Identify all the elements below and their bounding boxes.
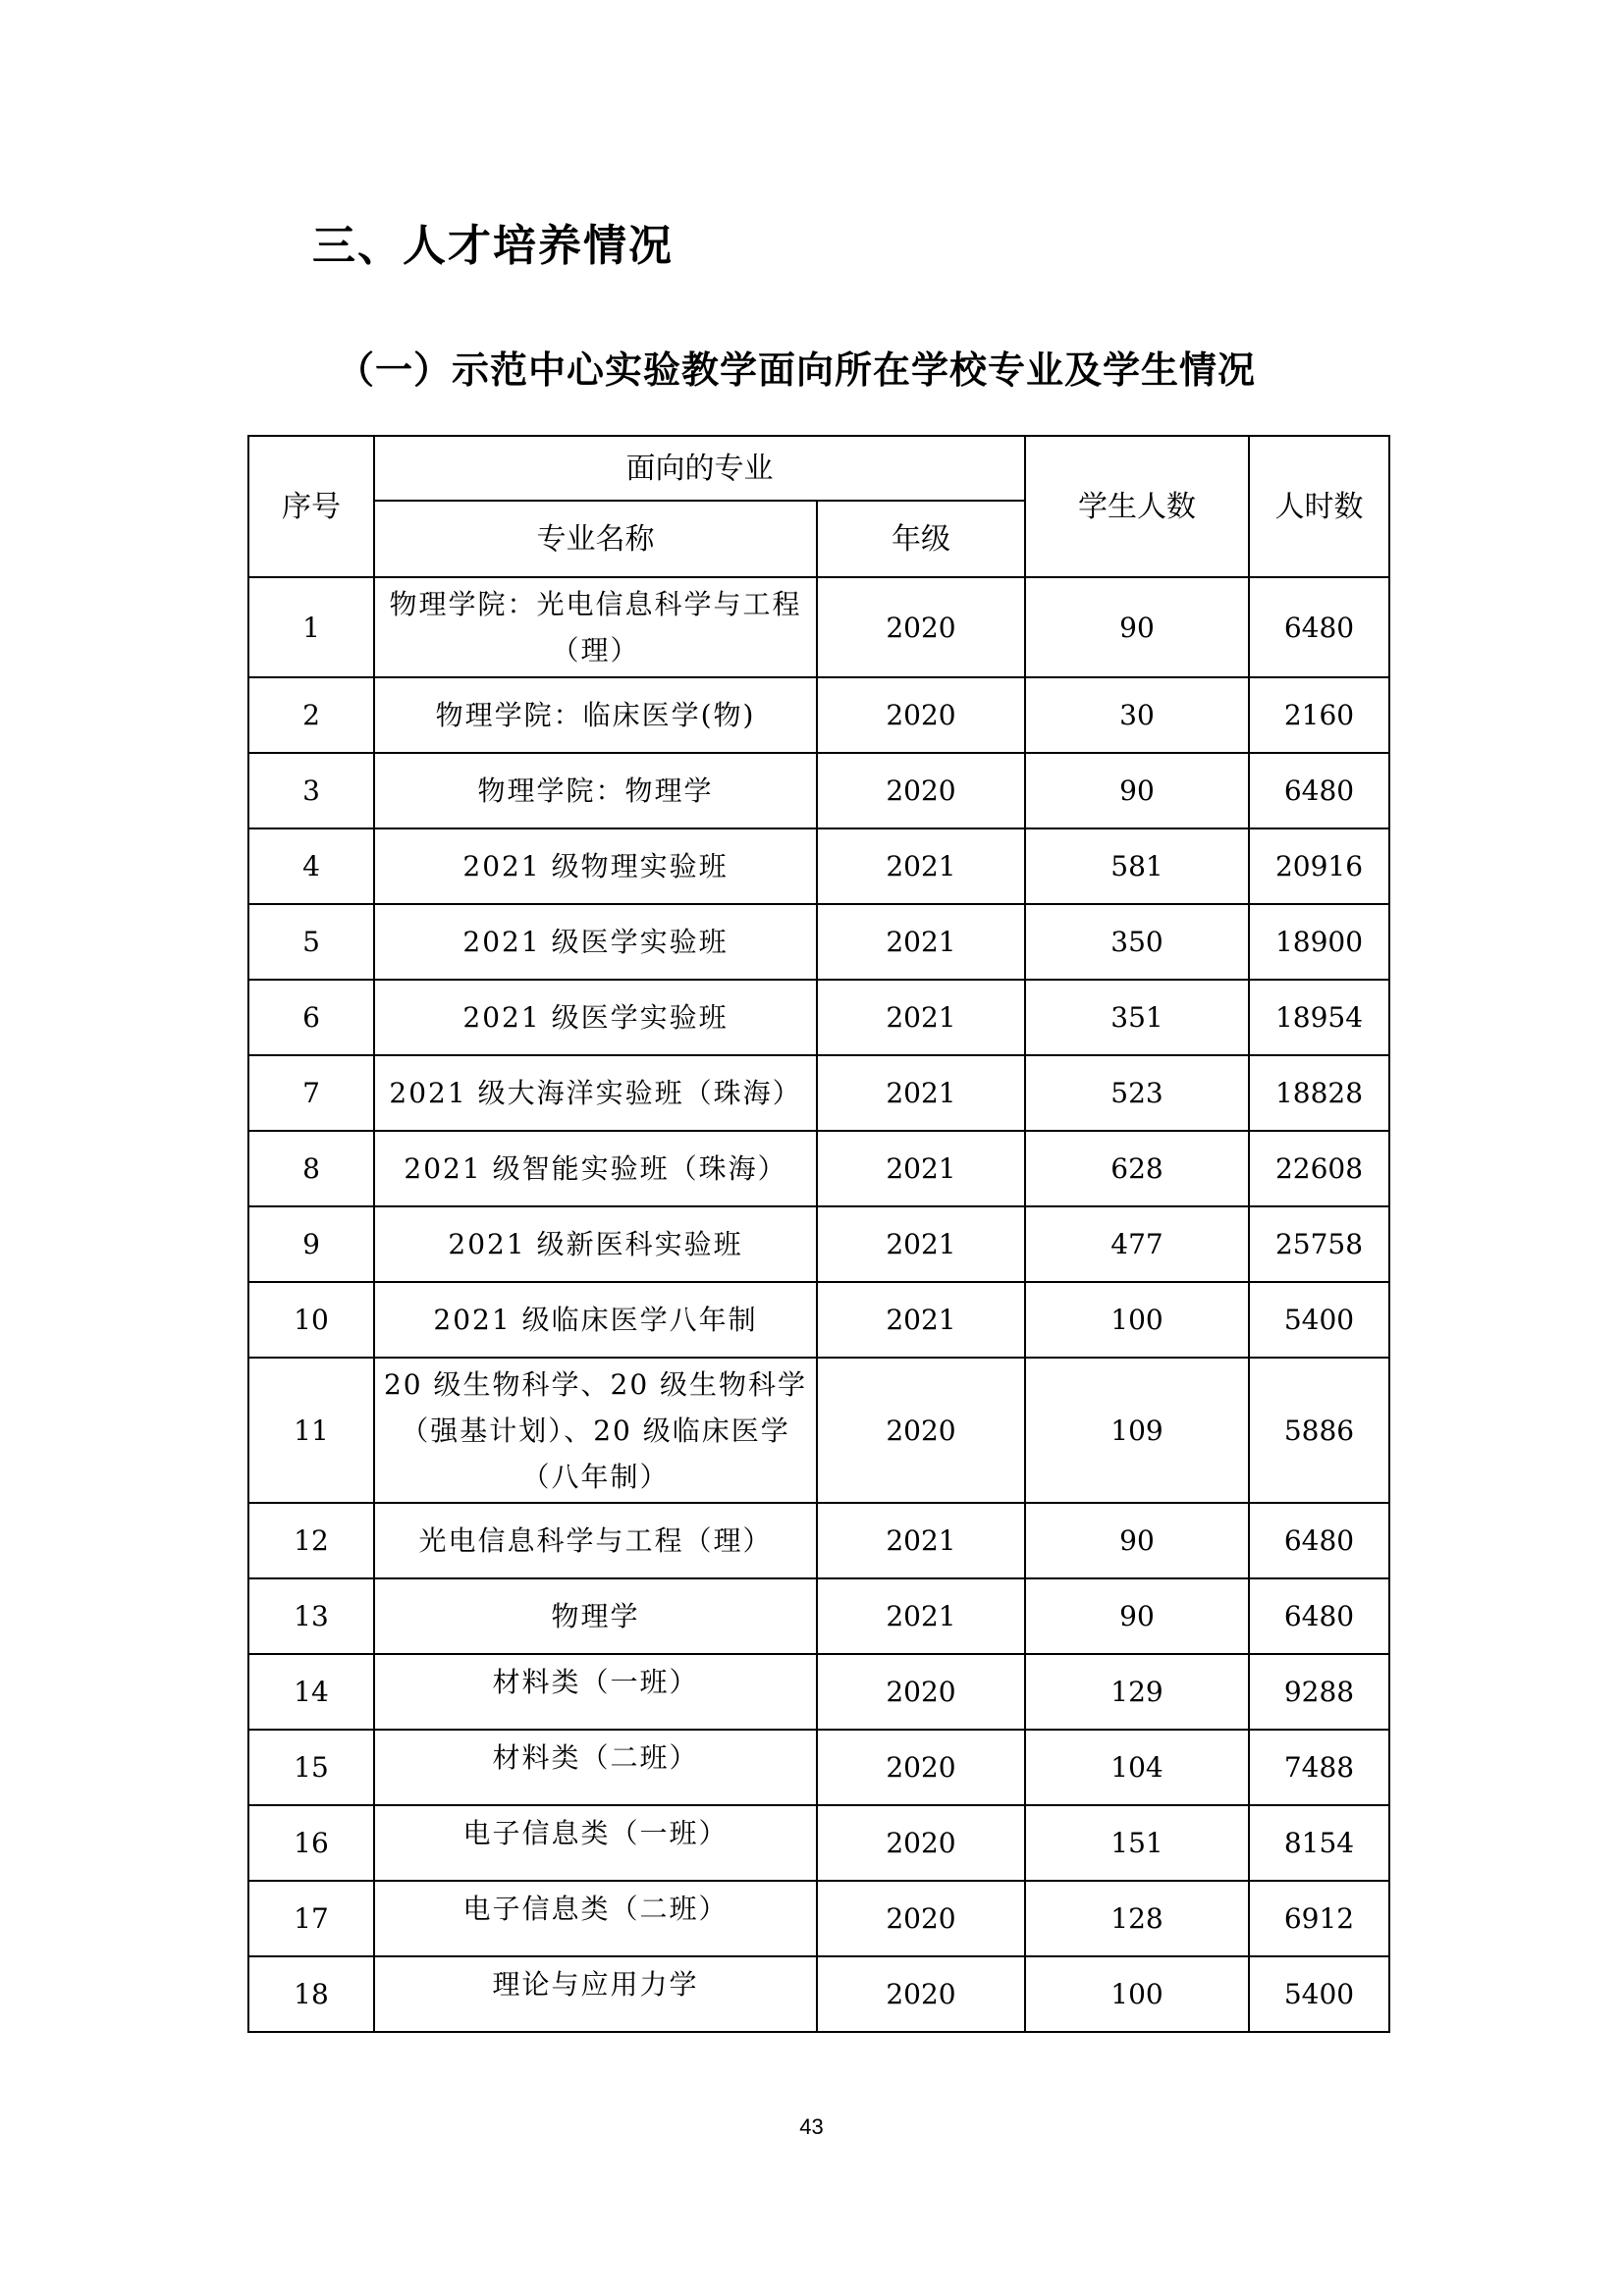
cell-students: 151: [1025, 1805, 1249, 1881]
cell-major-name: 电子信息类（二班）: [374, 1881, 817, 1956]
sub-title: （一）示范中心实验教学面向所在学校专业及学生情况: [337, 348, 1257, 392]
cell-major-name: 2021 级新医科实验班: [374, 1206, 817, 1282]
cell-major-name: 物理学院：临床医学(物): [374, 677, 817, 753]
cell-seq: 6: [248, 980, 374, 1055]
section-title: 三、人才培养情况: [312, 221, 674, 271]
cell-grade: 2021: [817, 1206, 1025, 1282]
cell-students: 90: [1025, 1578, 1249, 1654]
cell-major-name: 材料类（二班）: [374, 1730, 817, 1805]
cell-grade: 2021: [817, 1282, 1025, 1358]
cell-hours: 5400: [1249, 1282, 1389, 1358]
cell-students: 628: [1025, 1131, 1249, 1206]
table-row: [248, 1654, 1389, 1730]
cell-grade: 2021: [817, 828, 1025, 904]
cell-seq: 15: [248, 1730, 374, 1805]
cell-hours: 7488: [1249, 1730, 1389, 1805]
cell-grade: 2020: [817, 1358, 1025, 1503]
cell-seq: 5: [248, 904, 374, 980]
table-row: [248, 1881, 1389, 1956]
cell-seq: 9: [248, 1206, 374, 1282]
cell-grade: 2020: [817, 1956, 1025, 2032]
cell-students: 477: [1025, 1206, 1249, 1282]
header-students: 学生人数: [1025, 436, 1249, 577]
cell-students: 104: [1025, 1730, 1249, 1805]
cell-grade: 2021: [817, 980, 1025, 1055]
cell-hours: 22608: [1249, 1131, 1389, 1206]
cell-hours: 18900: [1249, 904, 1389, 980]
cell-seq: 18: [248, 1956, 374, 2032]
table-row: [248, 677, 1389, 753]
table-row: [248, 577, 1389, 677]
cell-major-name: 物理学: [374, 1578, 817, 1654]
cell-students: 90: [1025, 753, 1249, 828]
table-row: [248, 1956, 1389, 2032]
cell-students: 128: [1025, 1881, 1249, 1956]
cell-seq: 11: [248, 1358, 374, 1503]
cell-students: 350: [1025, 904, 1249, 980]
cell-major-name: 2021 级物理实验班: [374, 828, 817, 904]
table-row: [248, 980, 1389, 1055]
cell-seq: 16: [248, 1805, 374, 1881]
cell-major-name: 2021 级临床医学八年制: [374, 1282, 817, 1358]
cell-students: 90: [1025, 1503, 1249, 1578]
table-row: [248, 1805, 1389, 1881]
cell-seq: 12: [248, 1503, 374, 1578]
cell-students: 100: [1025, 1956, 1249, 2032]
cell-seq: 14: [248, 1654, 374, 1730]
table-row: [248, 1578, 1389, 1654]
table-row: [248, 753, 1389, 828]
cell-hours: 6480: [1249, 753, 1389, 828]
cell-seq: 8: [248, 1131, 374, 1206]
cell-seq: 3: [248, 753, 374, 828]
cell-seq: 4: [248, 828, 374, 904]
cell-grade: 2021: [817, 1578, 1025, 1654]
cell-students: 581: [1025, 828, 1249, 904]
table-row: [248, 1282, 1389, 1358]
table-row: [248, 904, 1389, 980]
cell-hours: 2160: [1249, 677, 1389, 753]
cell-students: 109: [1025, 1358, 1249, 1503]
cell-major-name: 物理学院：物理学: [374, 753, 817, 828]
header-seq: 序号: [248, 436, 374, 577]
cell-grade: 2021: [817, 1055, 1025, 1131]
cell-major-name: 理论与应用力学: [374, 1956, 817, 2032]
header-hours: 人时数: [1249, 436, 1389, 577]
cell-grade: 2020: [817, 677, 1025, 753]
cell-major-name: 材料类（一班）: [374, 1654, 817, 1730]
cell-seq: 7: [248, 1055, 374, 1131]
cell-students: 523: [1025, 1055, 1249, 1131]
cell-grade: 2020: [817, 1654, 1025, 1730]
cell-students: 351: [1025, 980, 1249, 1055]
cell-major-name: 电子信息类（一班）: [374, 1805, 817, 1881]
cell-major-name: 2021 级医学实验班: [374, 980, 817, 1055]
cell-hours: 18954: [1249, 980, 1389, 1055]
cell-grade: 2020: [817, 577, 1025, 677]
cell-seq: 17: [248, 1881, 374, 1956]
cell-grade: 2021: [817, 1503, 1025, 1578]
cell-students: 129: [1025, 1654, 1249, 1730]
cell-hours: 25758: [1249, 1206, 1389, 1282]
table-row: [248, 1730, 1389, 1805]
cell-grade: 2020: [817, 1805, 1025, 1881]
table-row: [248, 1206, 1389, 1282]
cell-grade: 2020: [817, 1881, 1025, 1956]
table-row: [248, 1358, 1389, 1503]
cell-grade: 2020: [817, 1730, 1025, 1805]
cell-major-name: 2021 级智能实验班（珠海）: [374, 1131, 817, 1206]
cell-hours: 6912: [1249, 1881, 1389, 1956]
cell-hours: 6480: [1249, 1503, 1389, 1578]
cell-major-name: 2021 级医学实验班: [374, 904, 817, 980]
table-row: [248, 828, 1389, 904]
cell-seq: 1: [248, 577, 374, 677]
cell-hours: 18828: [1249, 1055, 1389, 1131]
table-row: [248, 1503, 1389, 1578]
header-grade: 年级: [817, 501, 1025, 577]
table-row: [248, 1131, 1389, 1206]
cell-hours: 6480: [1249, 1578, 1389, 1654]
page-number: 43: [799, 2114, 824, 2139]
cell-hours: 5886: [1249, 1358, 1389, 1503]
cell-grade: 2021: [817, 1131, 1025, 1206]
cell-hours: 6480: [1249, 577, 1389, 677]
table-row: [248, 1055, 1389, 1131]
cell-hours: 9288: [1249, 1654, 1389, 1730]
cell-seq: 2: [248, 677, 374, 753]
cell-hours: 5400: [1249, 1956, 1389, 2032]
cell-seq: 13: [248, 1578, 374, 1654]
cell-major-name: 20 级生物科学、20 级生物科学（强基计划）、20 级临床医学（八年制）: [374, 1358, 817, 1503]
cell-major-name: 2021 级大海洋实验班（珠海）: [374, 1055, 817, 1131]
cell-major-name: 物理学院：光电信息科学与工程（理）: [374, 577, 817, 677]
cell-students: 30: [1025, 677, 1249, 753]
cell-seq: 10: [248, 1282, 374, 1358]
cell-grade: 2021: [817, 904, 1025, 980]
cell-hours: 20916: [1249, 828, 1389, 904]
cell-students: 100: [1025, 1282, 1249, 1358]
majors-table: [247, 435, 1390, 2033]
header-major-group: 面向的专业: [374, 436, 1025, 501]
header-major-name: 专业名称: [374, 501, 817, 577]
cell-hours: 8154: [1249, 1805, 1389, 1881]
cell-grade: 2020: [817, 753, 1025, 828]
cell-students: 90: [1025, 577, 1249, 677]
cell-major-name: 光电信息科学与工程（理）: [374, 1503, 817, 1578]
